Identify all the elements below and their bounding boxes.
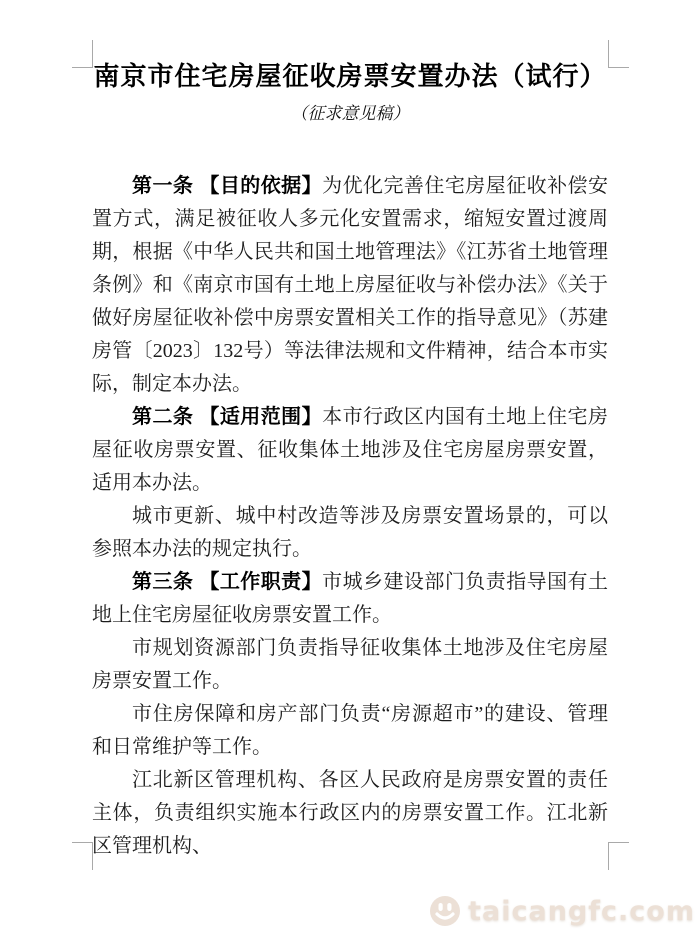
document-body xyxy=(92,170,608,863)
article-1-head: 第一条 【目的依据】 xyxy=(132,175,323,197)
smiley-icon xyxy=(429,895,461,927)
paragraph-4 xyxy=(92,566,608,632)
paragraph-5 xyxy=(92,632,608,698)
document-content xyxy=(92,0,608,863)
paragraph-6-text: 市住房保障和房产部门负责“房源超市”的建设、管理和日常维护等工作。 xyxy=(92,703,608,758)
crop-mark-top-right xyxy=(608,40,629,68)
crop-mark-bottom-right xyxy=(608,842,629,870)
paragraph-2 xyxy=(92,401,608,500)
paragraph-3 xyxy=(92,500,608,566)
paragraph-5-text: 市规划资源部门负责指导征收集体土地涉及住宅房屋房票安置工作。 xyxy=(92,637,608,692)
document-title: 南京市住宅房屋征收房票安置办法（试行） xyxy=(93,62,607,91)
paragraph-3-text: 城市更新、城中村改造等涉及房票安置场景的，可以参照本办法的规定执行。 xyxy=(92,505,608,560)
paragraph-1 xyxy=(92,170,608,401)
article-3-head: 第三条 【工作职责】 xyxy=(132,571,323,593)
paragraph-7-text: 江北新区管理机构、各区人民政府是房票安置的责任主体，负责组织实施本行政区内的房票安置工作。江北新区管理机构、 xyxy=(92,769,608,857)
paragraph-7 xyxy=(92,764,608,863)
watermark-text: taicangfc.com xyxy=(468,895,695,927)
article-2-text: 本市行政区内国有土地上住宅房屋征收房票安置、征收集体土地涉及住宅房屋房票安置，适用本办法。 xyxy=(92,406,609,494)
document-subtitle: （征求意见稿） xyxy=(290,104,410,123)
article-1-text: 为优化完善住宅房屋征收补偿安置方式，满足被征收人多元化安置需求，缩短安置过渡周期，根据《中华人民共和国土地管理法》《江苏省土地管理条例》和《南京市国有土地上房屋征收与补偿办法》《关于做好房屋征收补偿中房票安置相关工作的指导意见》（苏建房管〔2023〕132号）等法律法规和文件精神，结合本市实际，制定本办法。 xyxy=(92,175,609,395)
article-2-head: 第二条 【适用范围】 xyxy=(132,406,323,428)
watermark xyxy=(429,895,695,927)
article-3-text: 市城乡建设部门负责指导国有土地上住宅房屋征收房票安置工作。 xyxy=(92,571,609,626)
crop-mark-top-left xyxy=(72,40,93,68)
crop-mark-bottom-left xyxy=(72,842,93,870)
paragraph-6 xyxy=(92,698,608,764)
